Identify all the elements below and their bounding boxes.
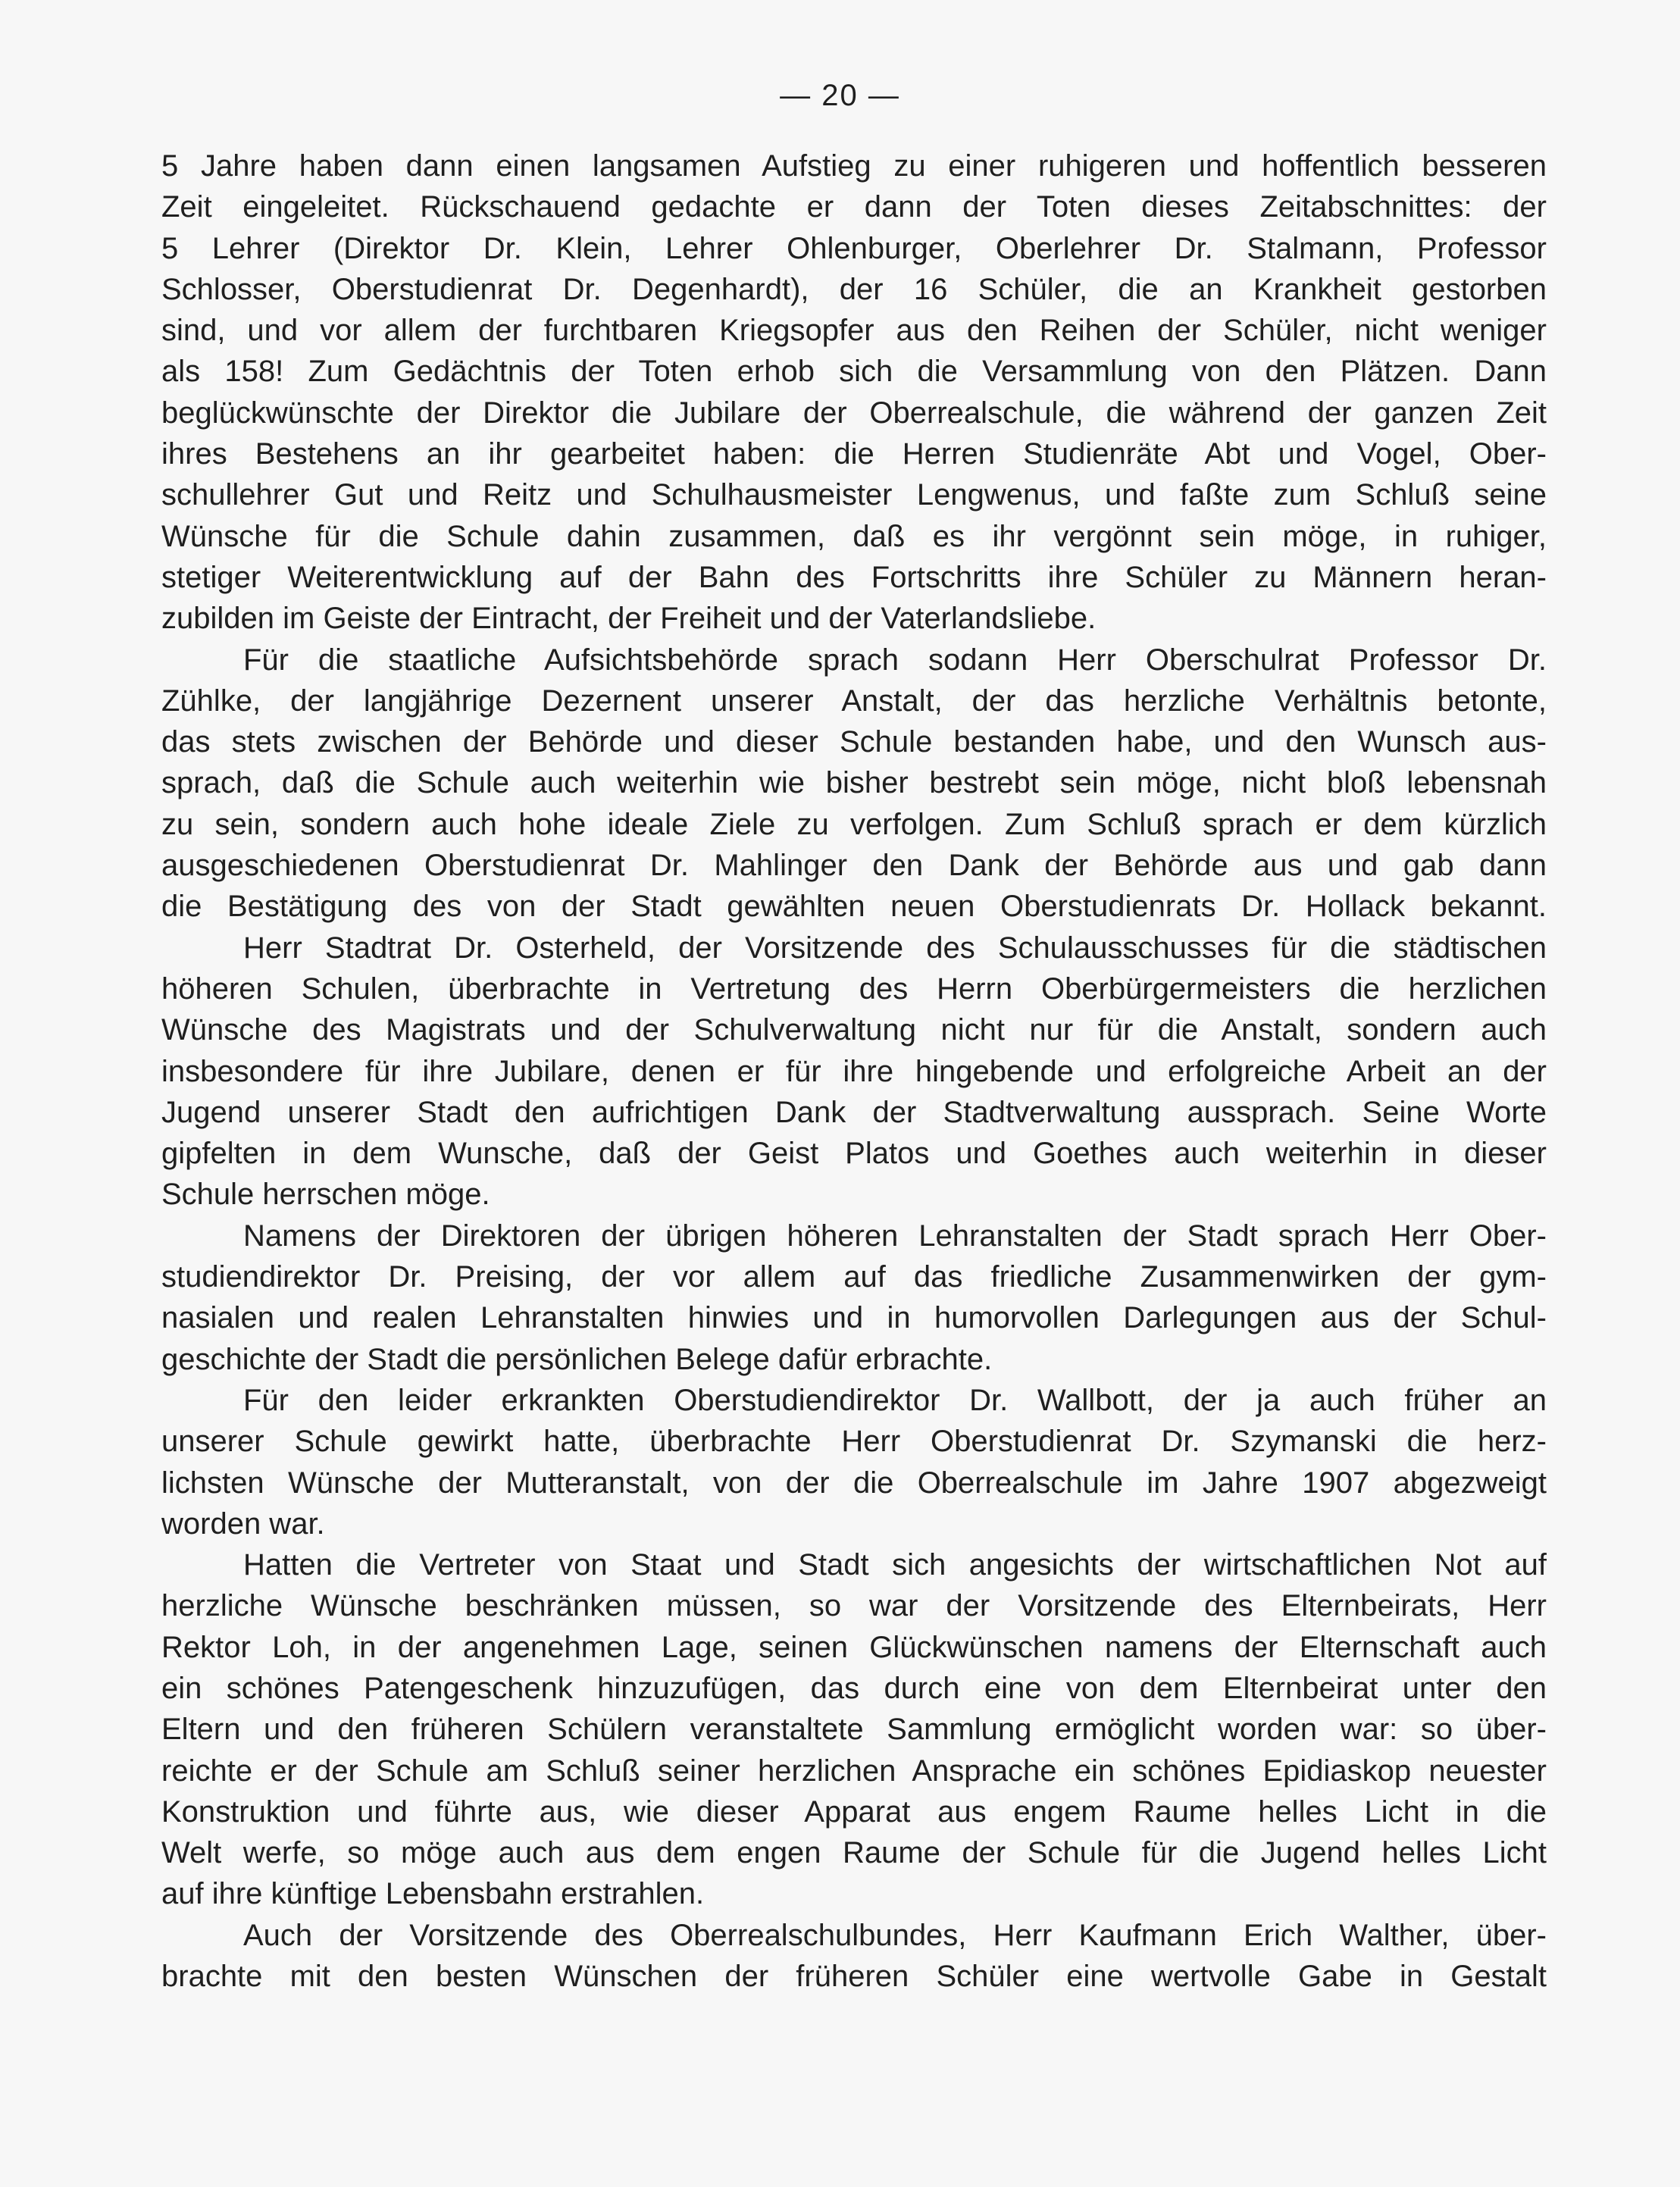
text-line: Zeit eingeleitet. Rückschauend gedachte er dann der Toten dieses Zeitabschnittes: der — [161, 190, 1547, 224]
text-line: Wünsche für die Schule dahin zusammen, daß es ihr vergönnt sein möge, in ruhiger, — [161, 519, 1547, 553]
text-line: Für die staatliche Aufsichtsbehörde sprach sodann Herr Oberschulrat Professor Dr. — [243, 643, 1547, 677]
text-line: Eltern und den früheren Schülern veranstaltete Sammlung ermöglicht worden war: so über- — [161, 1713, 1547, 1747]
text-line: worden war. — [161, 1506, 325, 1541]
text-line: höheren Schulen, überbrachte in Vertretung des Herrn Oberbürgermeisters die herzlichen — [161, 971, 1547, 1006]
text-line: 5 Lehrer (Direktor Dr. Klein, Lehrer Ohlenburger, Oberlehrer Dr. Stalmann, Professor — [161, 231, 1547, 265]
text-line: studiendirektor Dr. Preising, der vor allem auf das friedliche Zusammenwirken der gym- — [161, 1260, 1547, 1294]
text-line: Jugend unserer Stadt den aufrichtigen Dank der Stadtverwaltung aussprach. Seine Worte — [161, 1095, 1547, 1129]
text-line: Herr Stadtrat Dr. Osterheld, der Vorsitzende des Schulausschusses für die städtischen — [243, 931, 1547, 965]
text-line: ein schönes Patengeschenk hinzuzufügen, das durch eine von dem Elternbeirat unter den — [161, 1671, 1547, 1705]
text-line: das stets zwischen der Behörde und dieser Schule bestanden habe, und den Wunsch aus- — [161, 725, 1547, 759]
text-line: 5 Jahre haben dann einen langsamen Aufstieg zu einer ruhigeren und hoffentlich besseren — [161, 149, 1547, 183]
text-line: Konstruktion und führte aus, wie dieser Apparat aus engem Raume helles Licht in die — [161, 1794, 1547, 1829]
text-line: die Bestätigung des von der Stadt gewählten neuen Oberstudienrats Dr. Hollack bekannt. — [161, 890, 1547, 924]
text-line: lichsten Wünsche der Mutteranstalt, von der die Oberrealschule im Jahre 1907 abgezweigt — [161, 1466, 1547, 1500]
text-line: als 158! Zum Gedächtnis der Toten erhob sich die Versammlung von den Plätzen. Dann — [161, 355, 1547, 389]
text-line: sind, und vor allem der furchtbaren Kriegsopfer aus den Reihen der Schüler, nicht weniger — [161, 314, 1547, 348]
text-line: zu sein, sondern auch hohe ideale Ziele zu verfolgen. Zum Schluß sprach er dem kürzlich — [161, 807, 1547, 841]
text-line: geschichte der Stadt die persönlichen Belege dafür erbrachte. — [161, 1342, 993, 1376]
text-line: ausgeschiedenen Oberstudienrat Dr. Mahlinger den Dank der Behörde aus und gab dann — [161, 849, 1547, 883]
text-line: Zühlke, der langjährige Dezernent unserer Anstalt, der das herzliche Verhältnis betonte, — [161, 684, 1547, 718]
text-line: Schule herrschen möge. — [161, 1178, 490, 1212]
text-line: beglückwünschte der Direktor die Jubilare der Oberrealschule, die während der ganzen Zeit — [161, 396, 1547, 430]
text-line: insbesondere für ihre Jubilare, denen er für ihre hingebende und erfolgreiche Arbeit an der — [161, 1054, 1547, 1088]
text-line: zubilden im Geiste der Eintracht, der Freiheit und der Vaterlandsliebe. — [161, 602, 1097, 636]
text-line: Welt werfe, so möge auch aus dem engen Raume der Schule für die Jugend helles Licht — [161, 1836, 1547, 1870]
text-line: Auch der Vorsitzende des Oberrealschulbundes, Herr Kaufmann Erich Walther, über- — [243, 1918, 1547, 1952]
text-line: auf ihre künftige Lebensbahn erstrahlen. — [161, 1877, 705, 1911]
page-number: — 20 — — [780, 79, 900, 112]
text-line: reichte er der Schule am Schluß seiner herzlichen Ansprache ein schönes Epidiaskop neuester — [161, 1754, 1547, 1788]
text-line: Für den leider erkrankten Oberstudiendirektor Dr. Wallbott, der ja auch früher an — [243, 1383, 1547, 1417]
text-line: schullehrer Gut und Reitz und Schulhausmeister Lengwenus, und faßte zum Schluß seine — [161, 478, 1547, 512]
text-line: Rektor Loh, in der angenehmen Lage, seinen Glückwünschen namens der Elternschaft auch — [161, 1630, 1547, 1664]
text-line: sprach, daß die Schule auch weiterhin wie bisher bestrebt sein möge, nicht bloß lebensnah — [161, 766, 1547, 800]
text-line: nasialen und realen Lehranstalten hinwies und in humorvollen Darlegungen aus der Schul- — [161, 1301, 1547, 1335]
text-line: Namens der Direktoren der übrigen höheren Lehranstalten der Stadt sprach Herr Ober- — [243, 1219, 1547, 1253]
body-text — [161, 145, 1547, 1997]
text-line: brachte mit den besten Wünschen der früheren Schüler eine wertvolle Gabe in Gestalt — [161, 1960, 1547, 1994]
text-line: stetiger Weiterentwicklung auf der Bahn des Fortschritts ihre Schüler zu Männern heran- — [161, 560, 1547, 594]
text-line: unserer Schule gewirkt hatte, überbrachte Herr Oberstudienrat Dr. Szymanski die herz- — [161, 1425, 1547, 1459]
text-line: gipfelten in dem Wunsche, daß der Geist Platos und Goethes auch weiterhin in dieser — [161, 1137, 1547, 1171]
text-line: Wünsche des Magistrats und der Schulverwaltung nicht nur für die Anstalt, sondern auch — [161, 1013, 1547, 1047]
text-line: Hatten die Vertreter von Staat und Stadt sich angesichts der wirtschaftlichen Not auf — [243, 1548, 1547, 1582]
text-line: ihres Bestehens an ihr gearbeitet haben: die Herren Studienräte Abt und Vogel, Ober- — [161, 437, 1547, 471]
text-line: Schlosser, Oberstudienrat Dr. Degenhardt), der 16 Schüler, die an Krankheit gestorben — [161, 272, 1547, 306]
text-line: herzliche Wünsche beschränken müssen, so war der Vorsitzende des Elternbeirats, Herr — [161, 1589, 1547, 1623]
